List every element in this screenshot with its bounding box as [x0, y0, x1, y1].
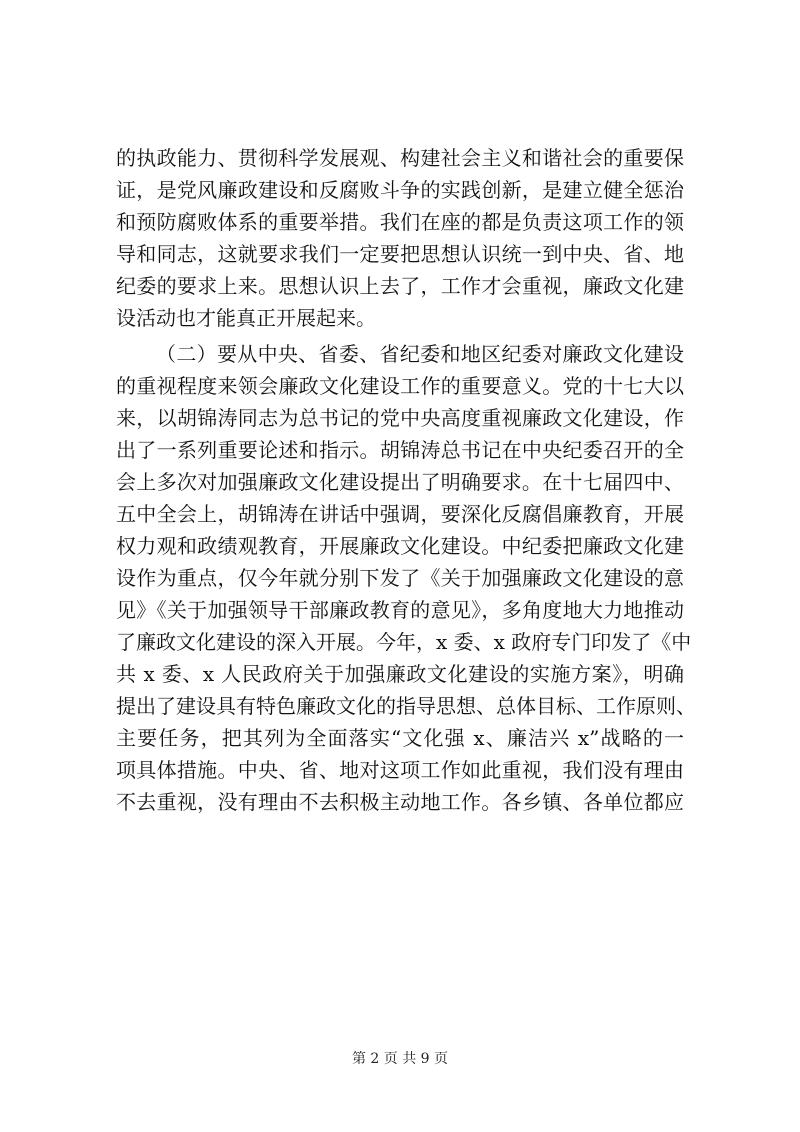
- text-line: 了廉政文化建设的深入开展。今年，x 委、x 政府专门印发了《中: [116, 630, 692, 654]
- text-line: 主要任务，把其列为全面落实“文化强 x、廉洁兴 x”战略的一: [116, 726, 684, 750]
- text-line: 来，以胡锦涛同志为总书记的党中央高度重视廉政文化建设，作: [116, 406, 684, 430]
- text-line: 出了一系列重要论述和指示。胡锦涛总书记在中央纪委召开的全: [116, 438, 684, 462]
- text-line: 设作为重点，仅今年就分别下发了《关于加强廉政文化建设的意: [116, 566, 684, 590]
- text-line: 的重视程度来领会廉政文化建设工作的重要意义。党的十七大以: [116, 374, 684, 398]
- text-line: 见》《关于加强领导干部廉政教育的意见》，多角度地大力地推动: [116, 598, 684, 622]
- text-line: 设活动也才能真正开展起来。: [116, 306, 376, 330]
- paragraph-start-line: （二）要从中央、省委、省纪委和地区纪委对廉政文化建设: [156, 342, 684, 366]
- text-line: 共 x 委、x 人民政府关于加强廉政文化建设的实施方案》，明确: [116, 662, 684, 686]
- page-footer: [0, 1050, 800, 1068]
- text-line: 项具体措施。中央、省、地对这项工作如此重视，我们没有理由: [116, 758, 684, 782]
- text-line: 证，是党风廉政建设和反腐败斗争的实践创新，是建立健全惩治: [116, 178, 684, 202]
- text-line: 权力观和政绩观教育，开展廉政文化建设。中纪委把廉政文化建: [116, 534, 684, 558]
- text-line: 和预防腐败体系的重要举措。我们在座的都是负责这项工作的领: [116, 210, 684, 234]
- text-line: 的执政能力、贯彻科学发展观、构建社会主义和谐社会的重要保: [116, 146, 684, 170]
- page-number-text: 第 2 页 共 9 页: [351, 1051, 449, 1067]
- text-line: 纪委的要求上来。思想认识上去了，工作才会重视，廉政文化建: [116, 274, 684, 298]
- text-line: 提出了建设具有特色廉政文化的指导思想、总体目标、工作原则、: [116, 694, 696, 718]
- text-line: 会上多次对加强廉政文化建设提出了明确要求。在十七届四中、: [116, 470, 684, 494]
- text-line: 导和同志，这就要求我们一定要把思想认识统一到中央、省、地: [116, 242, 684, 266]
- text-line: 五中全会上，胡锦涛在讲话中强调，要深化反腐倡廉教育，开展: [116, 502, 684, 526]
- text-line: 不去重视，没有理由不去积极主动地工作。各乡镇、各单位都应: [116, 790, 684, 814]
